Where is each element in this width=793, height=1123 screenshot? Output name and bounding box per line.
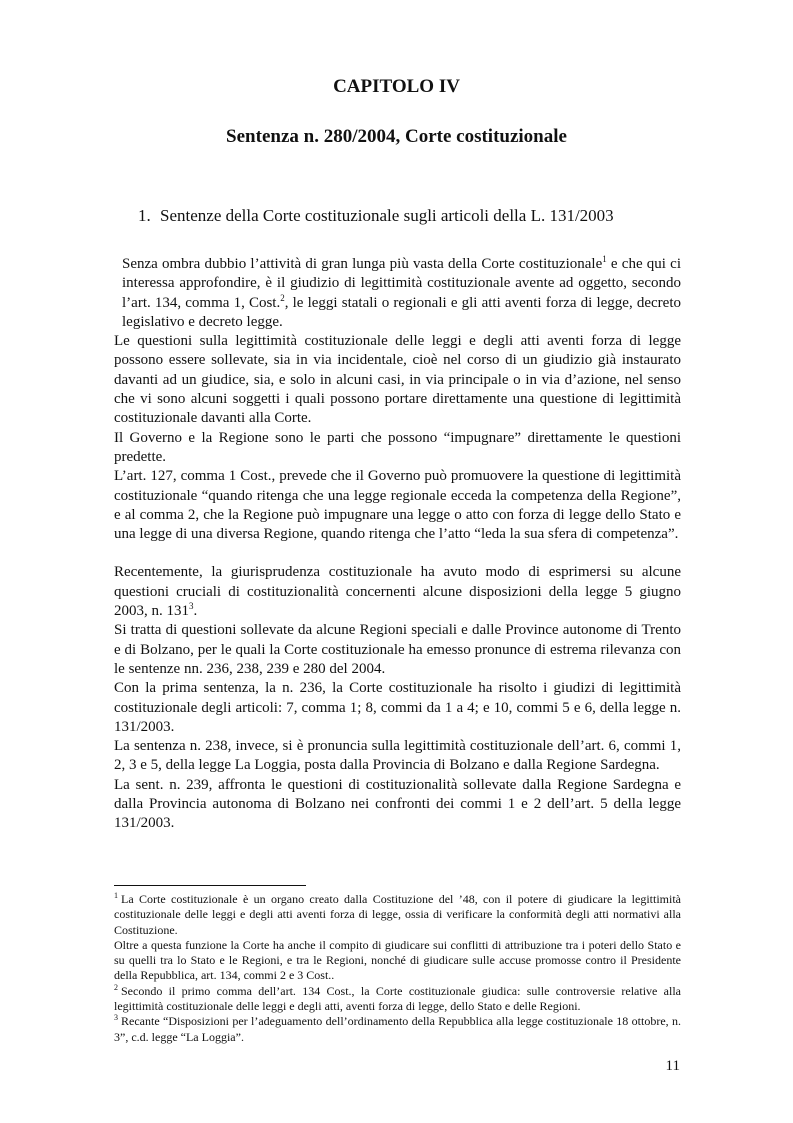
paragraph-1 [114, 255, 681, 332]
footnote-text: La Corte costituzionale è un organo creato dalla Costituzione del ’48, con il potere di giudicare la legittimità costituzionale delle leggi e degli atti aventi forza di legge, ossia di verificare la conformità degli atti normativi alla Costituzione. [114, 892, 681, 937]
paragraph-1-text-c: , le leggi statali o regionali e gli atti aventi forza di legge, decreto legislativo e decreto legge. [122, 294, 681, 330]
paragraph-3: Il Governo e la Regione sono le parti che possono “impugnare” direttamente le questioni predette. [114, 429, 681, 465]
page-number: 11 [665, 1058, 680, 1074]
body-text [114, 255, 681, 834]
chapter-subtitle: Sentenza n. 280/2004, Corte costituzionale [226, 126, 567, 147]
paragraph-5-text-a: Recentemente, la giurisprudenza costituzionale ha avuto modo di esprimersi su alcune questioni cruciali di costituzionalità concernenti alcune disposizioni della legge 5 giugno 2003, n. 131 [114, 564, 681, 620]
paragraph-2: Le questioni sulla legittimità costituzionale delle leggi e degli atti aventi forza di legge possono essere sollevate, sia in via incidentale, cioè nel corso di un giudizio già instaurato davanti ad un giudice, sia, e solo in alcuni casi, in via principale o in via d’azione, nel senso che vi sono alcuni soggetti i quali possono portare direttamente una questione di legittimità costituzionale davanti alla Corte. [114, 333, 681, 427]
paragraph-5 [114, 563, 681, 621]
footnote-mark: 1 [114, 891, 118, 900]
paragraph-8: La sentenza n. 238, invece, si è pronuncia sulla legittimità costituzionale dell’art. 6, commi 1, 2, 3 e 5, della legge La Loggia, posta dalla Provincia di Bolzano e dalla Regione Sardegna. [114, 738, 681, 774]
footnote-1-continuation: Oltre a questa funzione la Corte ha anche il compito di giudicare sui conflitti di attribuzione tra i poteri dello Stato e su quelli tra lo Stato e le Regioni, e tra le Regioni, nonché di giudicare sulle accuse promosse contro il Presidente della Repubblica, art. 134, commi 2 e 3 Cost.. [114, 937, 681, 983]
section-title: Sentenze della Corte costituzionale sugli articoli della L. 131/2003 [160, 206, 614, 225]
footnote-mark: 2 [114, 982, 118, 992]
footnote-text: Secondo il primo comma dell’art. 134 Cost., la Corte costituzionale giudica: sulle controversie relative alla legittimità costituzionale delle leggi e degli atti, aventi forza di legge, dello Stato e delle Regioni. [114, 983, 681, 1014]
paragraph-1-text-b: e che qui ci interessa approfondire, è il giudizio di legittimità costituzionale avente ad oggetto, secondo l’art. 134, comma 1, Cost. [122, 256, 681, 311]
section-heading [138, 206, 698, 226]
footnote-mark: 3 [114, 1013, 118, 1023]
paragraph-9: La sent. n. 239, affronta le questioni di costituzionalità sollevate dalla Regione Sardegna e dalla Provincia autonoma di Bolzano nei confronti dei commi 1 e 2 dell’art. 5 della legge 131/2003. [114, 776, 681, 832]
paragraph-1-text-a: Senza ombra dubbio l’attività di gran lunga più vasta della Corte costituzionale [122, 256, 603, 272]
paragraph-4: L’art. 127, comma 1 Cost., prevede che il Governo può promuovere la questione di legittimità costituzionale “quando ritenga che una legge regionale ecceda la competenza della Regione”, e al comma 2, che la Regione può impugnare una legge o atto con forza di legge dello Stato e una legge di una diversa Regione, quando ritenga che l’atto “leda la sua sfera di competenza”. [114, 468, 681, 543]
footnotes [114, 892, 681, 1045]
footnote-ref-3[interactable]: 3 [189, 601, 194, 612]
paragraph-7: Con la prima sentenza, la n. 236, la Corte costituzionale ha risolto i giudizi di legittimità costituzionale degli articoli: 7, comma 1; 8, commi da 1 a 4; e 10, commi 5 e 6, della legge n. 131/2003. [114, 680, 681, 735]
chapter-title: CAPITOLO IV [333, 76, 460, 97]
footnote-1 [114, 892, 681, 938]
paragraph-6: Si tratta di questioni sollevate da alcune Regioni speciali e dalle Province autonome di Trento e di Bolzano, per le quali la Corte costituzionale ha emesso pronunce di estrema rilevanza con le sentenze nn. 236, 238, 239 e 280 del 2004. [114, 622, 681, 677]
footnote-ref-2[interactable]: 2 [280, 292, 285, 303]
paragraph-5-text-b: . [193, 603, 198, 620]
footnote-text: Recante “Disposizioni per l’adeguamento dell’ordinamento della Repubblica alla legge costituzionale 18 ottobre, n. 3”, c.d. legge “La Loggia”. [114, 1014, 681, 1044]
footnote-3 [114, 1014, 681, 1045]
section-number: 1. [138, 206, 151, 225]
footnote-2 [114, 984, 681, 1015]
footnote-ref-1[interactable]: 1 [602, 254, 607, 264]
footnote-divider [114, 885, 306, 886]
